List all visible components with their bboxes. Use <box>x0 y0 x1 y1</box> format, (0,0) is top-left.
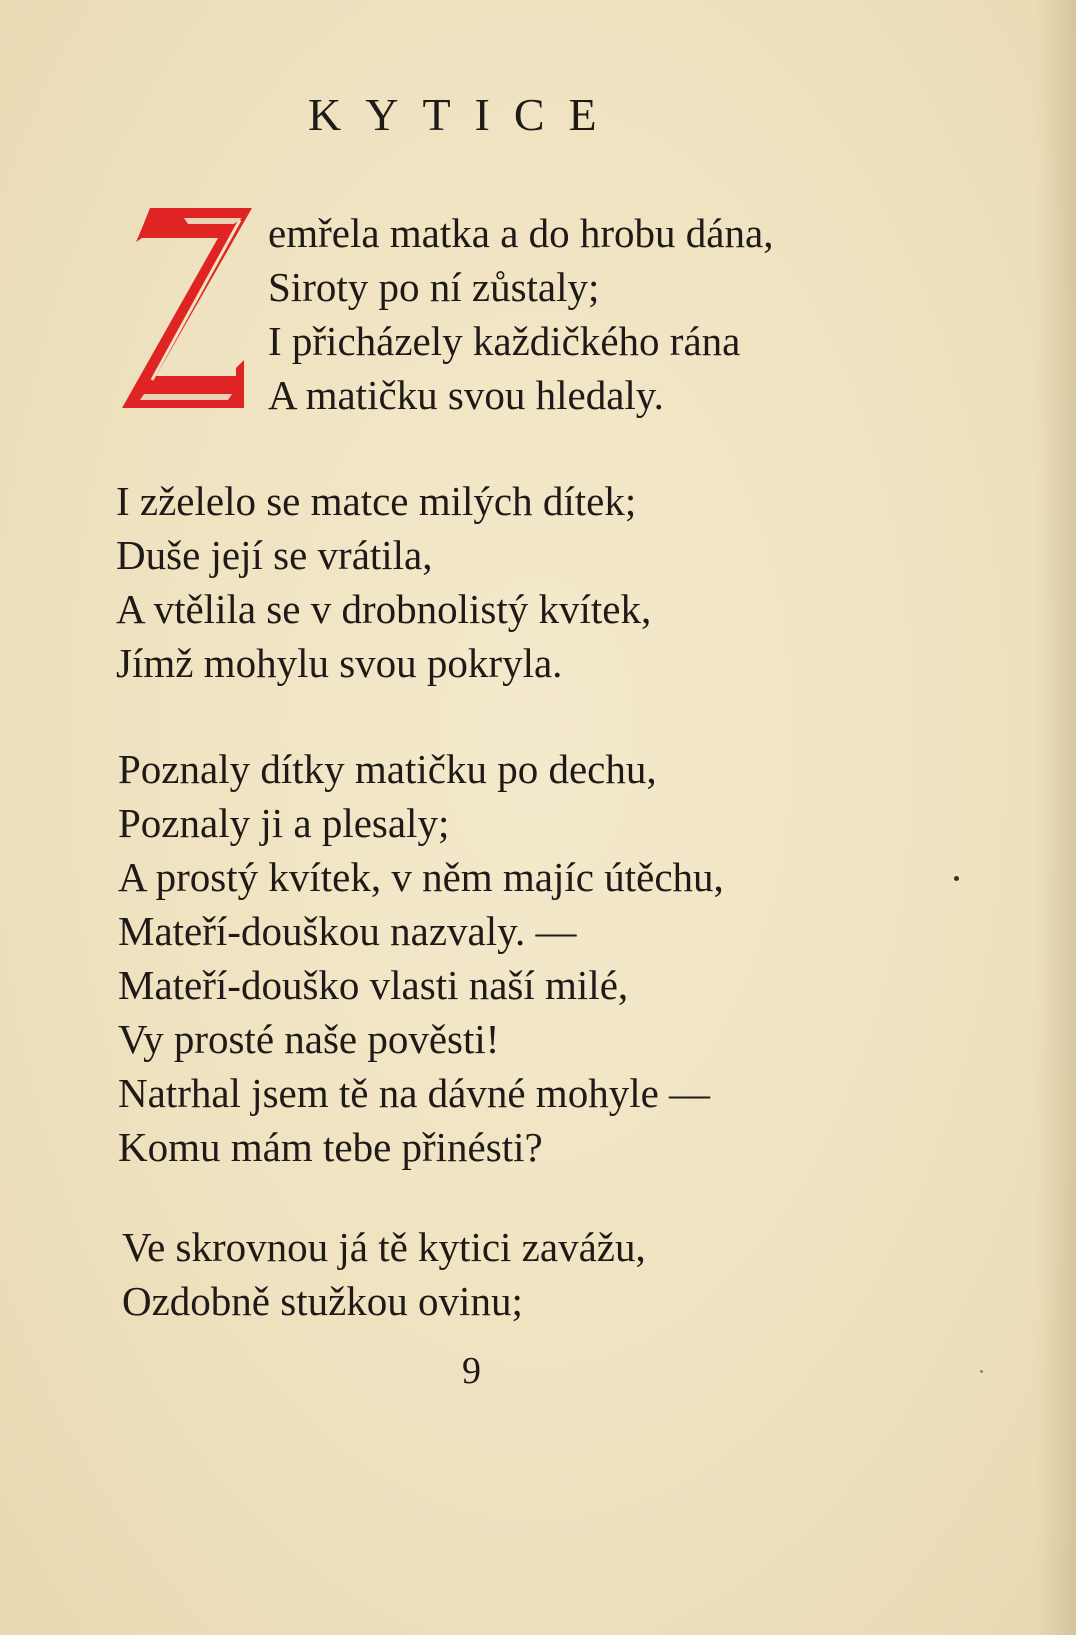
verse-line: Poznaly dítky matičku po dechu, <box>118 746 657 792</box>
verse-line: Mateří-douško vlasti naší milé, <box>118 962 629 1008</box>
stanza-3 <box>118 742 724 1174</box>
drop-cap-z <box>122 208 257 408</box>
drop-cap-z-shape <box>122 208 252 408</box>
verse-line: Vy prosté naše pověsti! <box>118 1016 500 1062</box>
paper-speck <box>954 876 959 881</box>
running-title: KYTICE <box>308 89 621 140</box>
verse-line: emřela matka a do hrobu dána, <box>268 210 774 256</box>
verse-line: Siroty po ní zůstaly; <box>268 264 600 310</box>
page-number: 9 <box>462 1350 481 1392</box>
verse-line: Duše její se vrátila, <box>116 532 433 578</box>
verse-line: A prostý kvítek, v něm majíc útěchu, <box>118 854 724 900</box>
verse-line: Poznaly ji a plesaly; <box>118 800 450 846</box>
verse-line: Ozdobně stužkou ovinu; <box>122 1278 523 1324</box>
stanza-1 <box>268 206 773 422</box>
verse-line: Natrhal jsem tě na dávné mohyle — <box>118 1070 711 1116</box>
stanza-4 <box>122 1220 646 1328</box>
verse-line: Komu mám tebe přinésti? <box>118 1124 543 1170</box>
verse-line: Mateří-douškou nazvaly. — <box>118 908 577 954</box>
verse-line: Jímž mohylu svou pokryla. <box>116 640 563 686</box>
stanza-2 <box>116 474 651 690</box>
paper-speck <box>980 1370 983 1373</box>
verse-line: A matičku svou hledaly. <box>268 372 664 418</box>
verse-line: I zželelo se matce milých dítek; <box>116 478 637 524</box>
verse-line: Ve skrovnou já tě kytici zavážu, <box>122 1224 646 1270</box>
verse-line: I přicházely každičkého rána <box>268 318 741 364</box>
verse-line: A vtělila se v drobnolistý kvítek, <box>116 586 652 632</box>
